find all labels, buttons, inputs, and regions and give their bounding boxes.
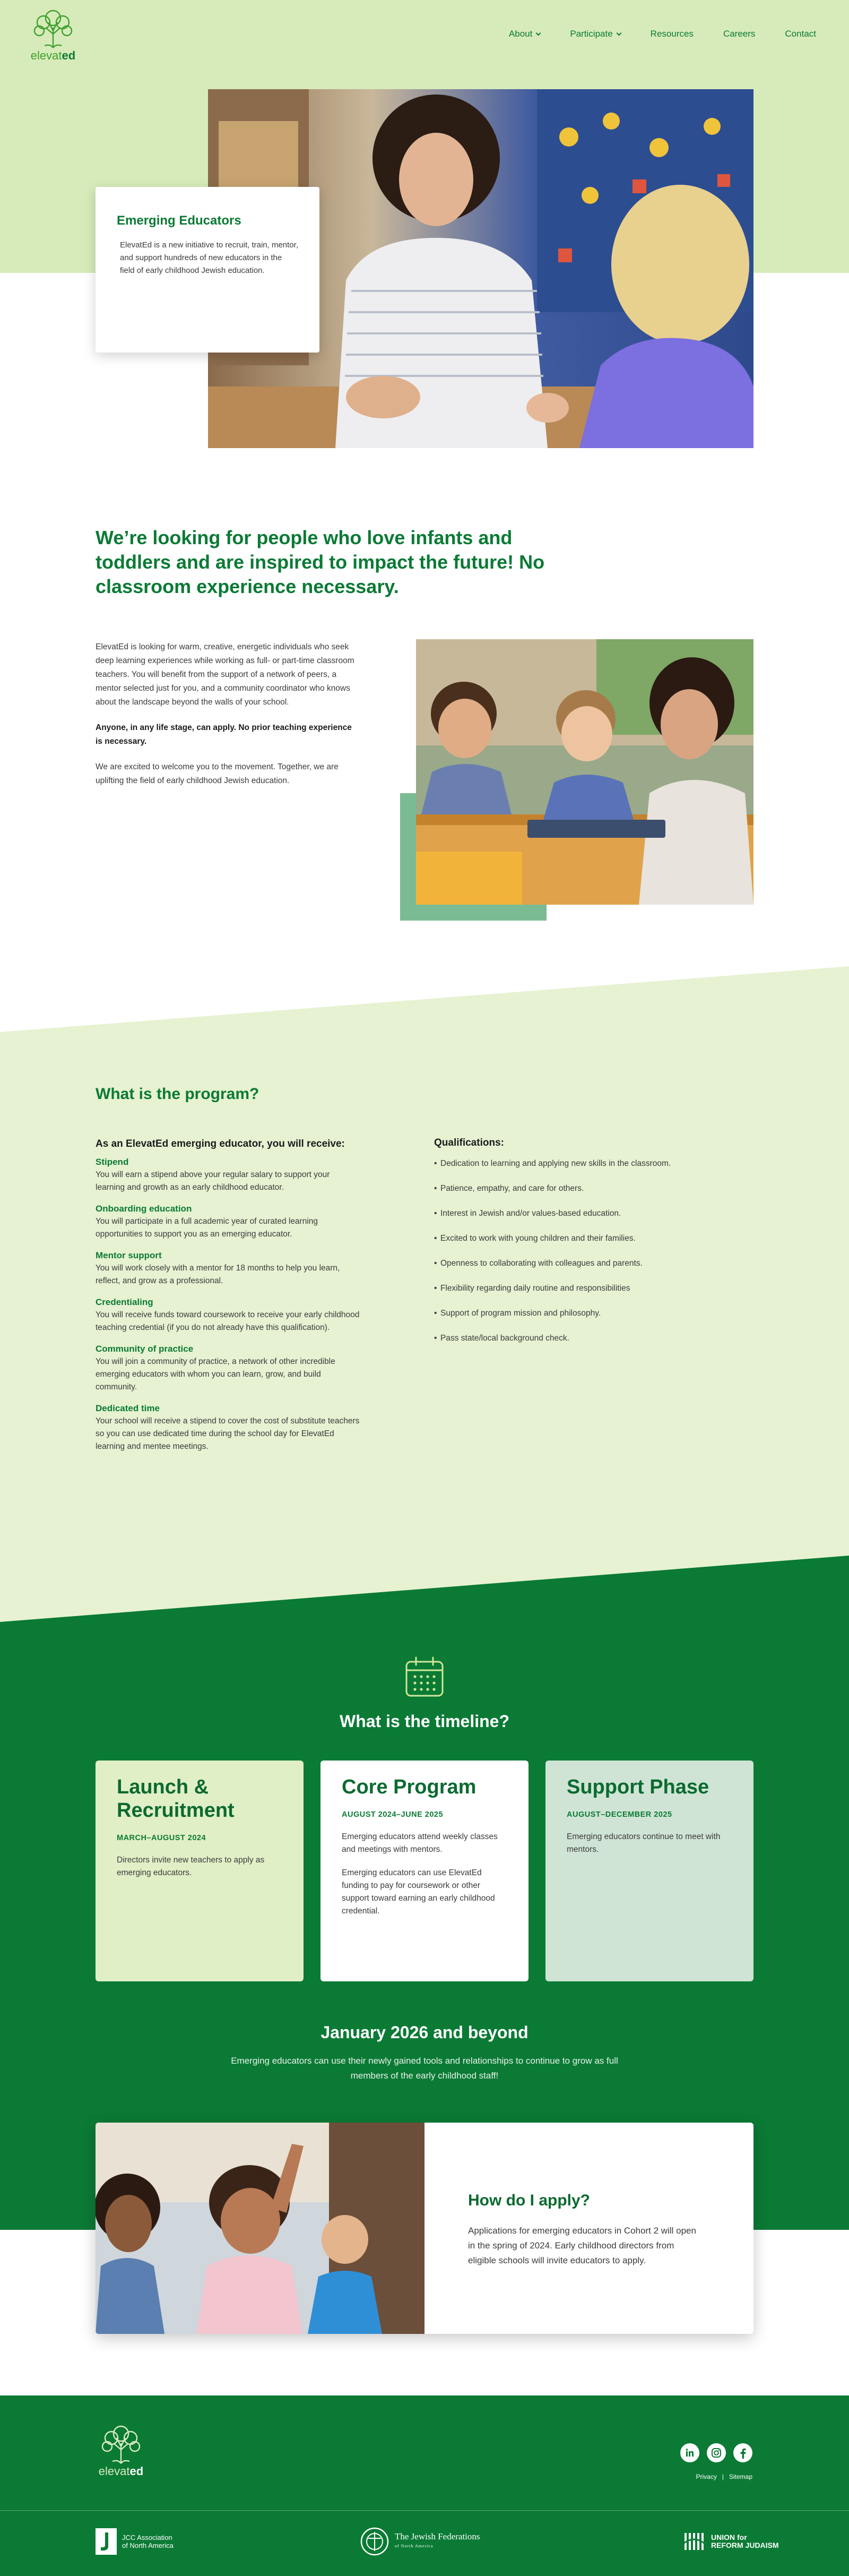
nav-careers[interactable] <box>723 29 755 39</box>
benefit-item <box>96 1250 361 1287</box>
nav-participate[interactable] <box>570 29 620 39</box>
logo-wordmark: elevated <box>98 2465 144 2478</box>
timeline-card-support <box>545 1761 753 1981</box>
partner-jcc-association[interactable] <box>96 2526 174 2557</box>
beyond-text: Emerging educators can use their newly gained tools and relationships to continue to grow as full members of the early childhood staff! <box>231 2056 618 2081</box>
logo-wordmark: elevated <box>30 49 76 62</box>
partner-jewish-federations[interactable] <box>360 2526 480 2557</box>
benefit-text: You will join a community of practice, a network of other incredible emerging educators with whom you can learn, grow, and build community. <box>96 1357 335 1392</box>
emerging-educators-card <box>96 187 319 353</box>
beyond-title: January 2026 and beyond <box>320 2023 529 2042</box>
timeline-card-launch <box>96 1761 304 1981</box>
benefit-title: Dedicated time <box>96 1403 160 1413</box>
benefit-text: You will earn a stipend above your regular salary to support your learning and growth as an early childhood educator. <box>96 1170 330 1192</box>
nav-label: Participate <box>570 29 613 39</box>
social-links <box>680 2443 752 2462</box>
sitemap-link[interactable]: Sitemap <box>729 2473 752 2480</box>
phase-text: Emerging educators continue to meet with mentors. <box>567 1832 721 1854</box>
benefit-item <box>96 1204 361 1241</box>
urj-logo-icon <box>682 2530 706 2553</box>
phase-dates: AUGUST 2024–JUNE 2025 <box>342 1810 444 1819</box>
phase-text: Emerging educators attend weekly classes and meetings with mentors. <box>342 1832 498 1854</box>
intro-emphasis: Anyone, in any life stage, can apply. No prior teaching experience is necessary. <box>96 723 352 746</box>
benefit-title: Mentor support <box>96 1250 162 1260</box>
benefit-text: You will work closely with a mentor for 18 months to help you learn, reflect, and grow as a professional. <box>96 1264 340 1285</box>
benefit-text: You will participate in a full academic year of curated learning opportunities to support you as an emerging educator. <box>96 1217 318 1239</box>
qualification-item: • Openness to collaborating with colleagues and parents. <box>434 1258 752 1269</box>
benefit-title: Stipend <box>96 1157 129 1167</box>
benefit-title: Credentialing <box>96 1297 153 1307</box>
benefit-item <box>96 1403 361 1453</box>
footer-links <box>696 2473 753 2480</box>
partner-name: The Jewish Federations of North America <box>395 2531 480 2548</box>
qualification-item: • Dedication to learning and applying new skills in the classroom. <box>434 1158 752 1169</box>
timeline-title: What is the timeline? <box>339 1712 510 1731</box>
nav-label: About <box>508 29 533 39</box>
qualification-item: • Interest in Jewish and/or values-based education. <box>434 1208 752 1219</box>
phase-title: Core Program <box>342 1776 477 1798</box>
phase-title: Support Phase <box>567 1776 709 1798</box>
intro-paragraph: We are excited to welcome you to the movement. Together, we are uplifting the field of early childhood Jewish education. <box>96 762 339 785</box>
qualification-item: • Pass state/local background check. <box>434 1333 752 1344</box>
apply-text: Applications for emerging educators in Cohort 2 will open in the spring of 2024. Early childhood directors from eligible schools will invite educators to apply. <box>468 2226 696 2265</box>
timeline-card-core <box>320 1761 529 1981</box>
nav-contact[interactable] <box>785 29 816 39</box>
qualifications-heading: Qualifications: <box>434 1137 504 1148</box>
chevron-down-icon <box>616 30 621 36</box>
tree-logo-icon <box>28 6 79 49</box>
tree-logo-icon <box>96 2422 146 2465</box>
partner-union-reform-judaism[interactable] <box>682 2526 779 2557</box>
footer-link-separator: | <box>722 2473 724 2480</box>
benefit-item <box>96 1297 361 1334</box>
card-text: ElevatEd is a new initiative to recruit, train, mentor, and support hundreds of new educators in the field of early childhood Jewish education. <box>120 241 298 275</box>
benefit-title: Onboarding education <box>96 1204 192 1214</box>
facebook-icon[interactable] <box>733 2443 752 2462</box>
chevron-down-icon <box>536 30 541 36</box>
nav-label: Careers <box>723 29 756 39</box>
benefits-column <box>96 1137 361 1463</box>
site-logo[interactable] <box>28 6 79 62</box>
instagram-icon[interactable] <box>707 2443 726 2462</box>
nav-resources[interactable] <box>651 29 694 39</box>
intro-paragraph: ElevatEd is looking for warm, creative, energetic individuals who seek deep learning experiences while working as full- or part-time classroom teachers. You will benefit from the support of a network of peers, a mentor selected just for you, and a community coordinator who knows about the landscape beyond the walls of your school. <box>96 642 354 707</box>
phase-text: Emerging educators can use ElevatEd funding to pay for coursework or other support toward earning an early childhood credential. <box>342 1868 495 1916</box>
qualification-item: • Excited to work with young children and their families. <box>434 1233 752 1244</box>
footer-divider <box>0 2510 849 2511</box>
apply-card <box>96 2123 753 2334</box>
jcc-logo-icon <box>96 2528 117 2555</box>
photo-children-reading <box>416 639 753 905</box>
linkedin-icon[interactable] <box>680 2443 699 2462</box>
qualifications-column <box>434 1137 752 1358</box>
intro-text-block <box>96 640 359 800</box>
benefits-heading: As an ElevatEd emerging educator, you will receive: <box>96 1138 345 1149</box>
program-title: What is the program? <box>96 1085 259 1103</box>
calendar-icon <box>404 1655 445 1698</box>
qualification-item: • Flexibility regarding daily routine and responsibilities <box>434 1283 752 1294</box>
photo-children-raising-hands <box>96 2123 424 2334</box>
nav-label: Resources <box>650 29 694 39</box>
phase-dates: MARCH–AUGUST 2024 <box>117 1834 206 1842</box>
apply-title: How do I apply? <box>468 2192 590 2209</box>
qualification-item: • Support of program mission and philosophy. <box>434 1308 752 1319</box>
benefit-text: You will receive funds toward coursework to receive your early childhood teaching credential (if you do not already have this qualification). <box>96 1310 360 1332</box>
phase-title: Launch & Recruitment <box>117 1776 235 1822</box>
nav-label: Contact <box>785 29 816 39</box>
benefit-title: Community of practice <box>96 1344 194 1354</box>
footer-logo[interactable] <box>96 2422 146 2477</box>
phase-dates: AUGUST–DECEMBER 2025 <box>567 1810 672 1819</box>
benefit-item <box>96 1157 361 1194</box>
apply-content <box>468 2192 701 2268</box>
main-headline: We’re looking for people who love infants and toddlers and are inspired to impact the future! No classroom experience necessary. <box>96 527 545 597</box>
qualification-item: • Patience, empathy, and care for others. <box>434 1183 752 1194</box>
federations-logo-icon <box>360 2527 389 2556</box>
privacy-link[interactable]: Privacy <box>696 2473 717 2480</box>
site-footer <box>0 2395 849 2576</box>
nav-about[interactable] <box>509 29 540 39</box>
benefit-text: Your school will receive a stipend to cover the cost of substitute teachers so you can use dedicated time during the school day for ElevatEd learning and mentee meetings. <box>96 1416 360 1451</box>
phase-text: Directors invite new teachers to apply as emerging educators. <box>117 1856 265 1877</box>
benefit-item <box>96 1344 361 1394</box>
partner-name: JCC Association of North America <box>122 2534 174 2549</box>
partner-name: UNION for REFORM JUDAISM <box>711 2533 779 2549</box>
main-nav <box>479 29 816 39</box>
card-title: Emerging Educators <box>117 213 241 228</box>
